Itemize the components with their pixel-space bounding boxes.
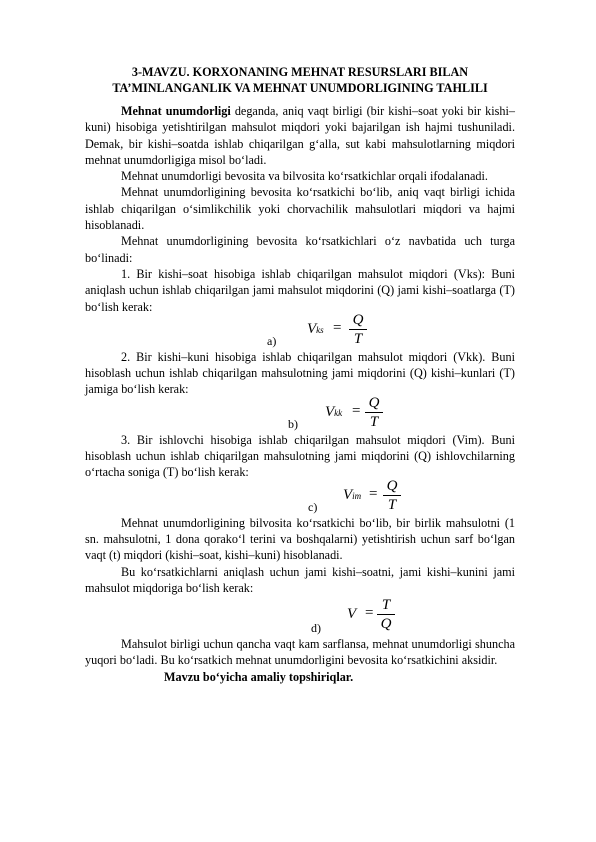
formula-label: c) [308,499,318,514]
definition-text: deganda, aniq vaqt birligi (bir kishi–soat yoki bir kishi–kuni) hisobiga yetishtirilgan mahsulot miqdori yoki bajarilgan ish hajmi tushuniladi. Demak, bir kishi–soatda ishlab chiqarilgan g‘alla, sut kabi mahsulotlarning miqdori mehnat unumdorligiga misol bo‘ladi. [85,104,515,167]
formula-label: a) [267,333,277,348]
paragraph-conclusion: Mahsulot birligi uchun qancha vaqt kam sarflansa, mehnat unumdorligi shuncha yuqori bo‘ladi. Bu ko‘rsatkich mehnat unumdorligini bevosita ko‘rsatkichini aksidir. [85,637,515,668]
term-bold: Mehnat unumdorligi [121,104,231,118]
paragraph-calculation: Bu ko‘rsatkichlarni aniqlash uchun jami kishi–soatni, jami kishi–kunini jami mahsulot miqdoriga bo‘lish kerak: [85,564,515,595]
formula-fraction: Q T [383,478,401,513]
paragraph-indirect-indicator: Mehnat unumdorligining bilvosita ko‘rsatkichi bo‘lib, bir birlik mahsulotni (1 sn. mahsulotni, 1 dona qorako‘l terini va boshqalarni) yetishtirish uchun sarf bo‘lgan vaqt (t) miqdori (kishi–soat, kishi–kuni) hisoblanadi. [85,515,515,563]
document-page [85,64,515,685]
formula-fraction: T Q [377,597,395,632]
document-title [85,64,515,96]
formula-b [85,394,515,432]
formula-c [85,477,515,515]
formula-equals: = [365,605,374,622]
formula-variable: Vkk [325,403,343,420]
formula-equals: = [352,402,361,419]
formula-variable: V [347,606,357,623]
formula-variable: Vim [343,486,362,503]
formula-a [85,311,515,349]
formula-equals: = [369,485,378,502]
formula-fraction: Q T [365,395,383,430]
formula-label: b) [288,416,298,431]
paragraph-direct-indicator: Mehnat unumdorligining bevosita ko‘rsatkichi bo‘lib, aniq vaqt birligi ichida ishlab chiqarilgan o‘simlikchilik yoki chorvachilik mahsulotlari miqdori va hajmi hisoblanadi. [85,185,515,233]
formula-d [85,596,515,636]
paragraph-definition [85,103,515,168]
paragraph-indicators: Mehnat unumdorligi bevosita va bilvosita ko‘rsatkichlar orqali ifodalanadi. [121,169,488,184]
formula-variable: Vks [307,320,324,337]
formula-label: d) [311,621,321,636]
title-line-1: 3-MAVZU. KORXONANING MEHNAT RESURSLARI BILAN [131,65,469,79]
paragraph-type-1: 1. Bir kishi–soat hisobiga ishlab chiqarilgan mahsulot miqdori (Vks): Buni aniqlash uchun ishlab chiqarilgan jami mahsulot miqdorini (Q) jami kishi–soatlarga (T) bo‘lish kerak: [85,266,515,314]
paragraph-type-3: 3. Bir ishlovchi hisobiga ishlab chiqarilgan mahsulot miqdori (Vim). Buni hisoblash uchun ishlab chiqarilgan mahsulotning jami miqdorini (Q) ishlovchilarning o‘rtacha soniga (T) bo‘lish kerak: [85,432,515,480]
title-line-2: TA’MINLANGANLIK VA MEHNAT UNUMDORLIGINING TAHLILI [112,81,488,95]
section-subtitle: Mavzu bo‘yicha amaliy topshiriqlar. [164,669,354,684]
formula-equals: = [333,319,342,336]
formula-fraction: Q T [349,312,367,347]
paragraph-type-2: 2. Bir kishi–kuni hisobiga ishlab chiqarilgan mahsulot miqdori (Vkk). Buni hisoblash uchun ishlab chiqarilgan mahsulotning jami miqdorini (Q) kishi–kunlari (T) jamiga bo‘lish kerak: [85,349,515,397]
paragraph-three-types: Mehnat unumdorligining bevosita ko‘rsatkichlari o‘z navbatida uch turga bo‘linadi: [85,234,515,265]
